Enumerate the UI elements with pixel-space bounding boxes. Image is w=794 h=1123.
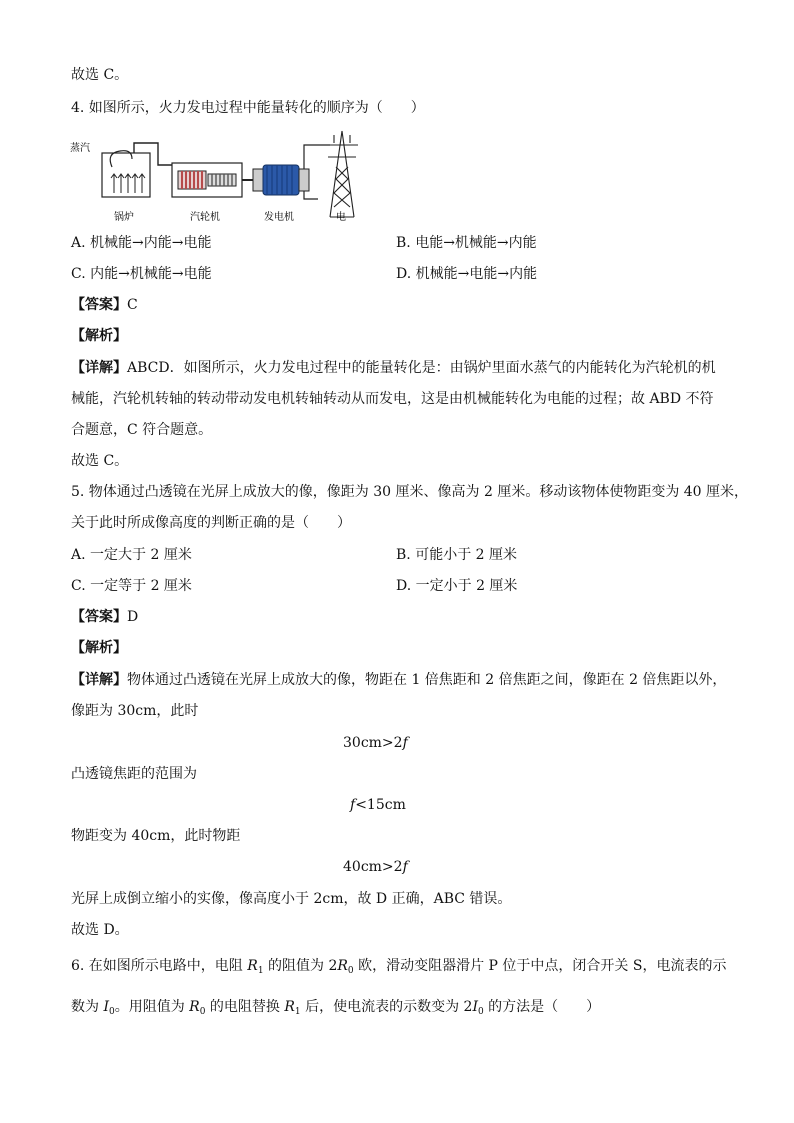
q5-text-object: 物距变为 40cm，此时物距: [71, 828, 241, 844]
q5-detail-line1: 【详解】物体通过凸透镜在光屏上成放大的像，物距在 1 倍焦距和 2 倍焦距之间，像距在 2 倍焦距以外，: [71, 672, 727, 688]
electricity-label: 电: [336, 212, 346, 223]
q4-option-a: A. 机械能→内能→电能: [71, 235, 212, 251]
detail-tag: 【详解】: [71, 360, 127, 376]
q5-equation-2: f<15cm: [350, 797, 406, 813]
q5-detail-line2: 像距为 30cm，此时: [71, 703, 199, 719]
q5-stem-line1: 5. 物体通过凸透镜在光屏上成放大的像，像距为 30 厘米、像高为 2 厘米。移动该物体使物距变为 40 厘米，: [71, 484, 749, 500]
power-plant-diagram: [68, 127, 378, 227]
q4-conclusion: 故选 C。: [71, 453, 129, 469]
q5-option-c: C. 一定等于 2 厘米: [71, 578, 192, 594]
q5-option-d: D. 一定小于 2 厘米: [396, 578, 518, 594]
q4-answer-line: [71, 294, 138, 316]
power-tower-icon: [326, 131, 358, 217]
q3-conclusion: 故选 C。: [71, 67, 129, 83]
q5-analysis-tag: 【解析】: [71, 640, 127, 656]
q5-conclusion: 故选 D。: [71, 922, 129, 938]
boiler-label: 锅炉: [114, 212, 134, 223]
q4-stem: 4. 如图所示，火力发电过程中能量转化的顺序为（ ）: [71, 100, 425, 116]
q4-detail-line1: 【详解】ABCD．如图所示，火力发电过程中的能量转化是：由锅炉里面水蒸气的内能转化为汽轮机的机: [71, 360, 716, 376]
answer-tag: 【答案】: [71, 297, 127, 313]
steam-label: 蒸汽: [70, 143, 90, 154]
turbine-label: 汽轮机: [190, 212, 220, 223]
boiler-icon: [102, 151, 150, 197]
q5-detail-line3: 光屏上成倒立缩小的实像，像高度小于 2cm，故 D 正确，ABC 错误。: [71, 891, 512, 907]
q4-option-b: B. 电能→机械能→内能: [396, 235, 537, 251]
q4-answer: C: [127, 297, 138, 313]
q4-option-d: D. 机械能→电能→内能: [396, 266, 538, 282]
q6-stem-line2: 数为 $I_0$。用阻值为 $R_0$ 的电阻替换 $R_1$ 后，使电流表的示数变为 $2I_0$ 的方法是（ ）: [71, 999, 601, 1017]
q5-equation-3: 40cm>2f: [343, 859, 408, 875]
generator-icon: [253, 165, 309, 195]
q5-answer: D: [127, 609, 139, 625]
q4-analysis-tag: 【解析】: [71, 328, 127, 344]
q4-detail-line2: 械能，汽轮机转轴的转动带动发电机转轴转动从而发电，这是由机械能转化为电能的过程；故 ABD 不符: [71, 391, 714, 407]
q5-answer-line: 【答案】D: [71, 609, 139, 625]
turbine-icon: [172, 163, 242, 197]
q4-detail-line3: 合题意，C 符合题意。: [71, 422, 213, 438]
q5-option-a: A. 一定大于 2 厘米: [71, 547, 192, 563]
q5-stem-line2: 关于此时所成像高度的判断正确的是（ ）: [71, 515, 351, 531]
q4-option-c: C. 内能→机械能→电能: [71, 266, 212, 282]
generator-label: 发电机: [264, 212, 294, 223]
q5-text-focal: 凸透镜焦距的范围为: [71, 766, 197, 782]
q6-stem-line1: 6. 在如图所示电路中，电阻 $R_1$ 的阻值为 $2R_0$ 欧，滑动变阻器滑片 P 位于中点，闭合开关 S，电流表的示: [71, 958, 727, 976]
q5-option-b: B. 可能小于 2 厘米: [396, 547, 517, 563]
q5-equation-1: 30cm>2f: [343, 735, 408, 751]
